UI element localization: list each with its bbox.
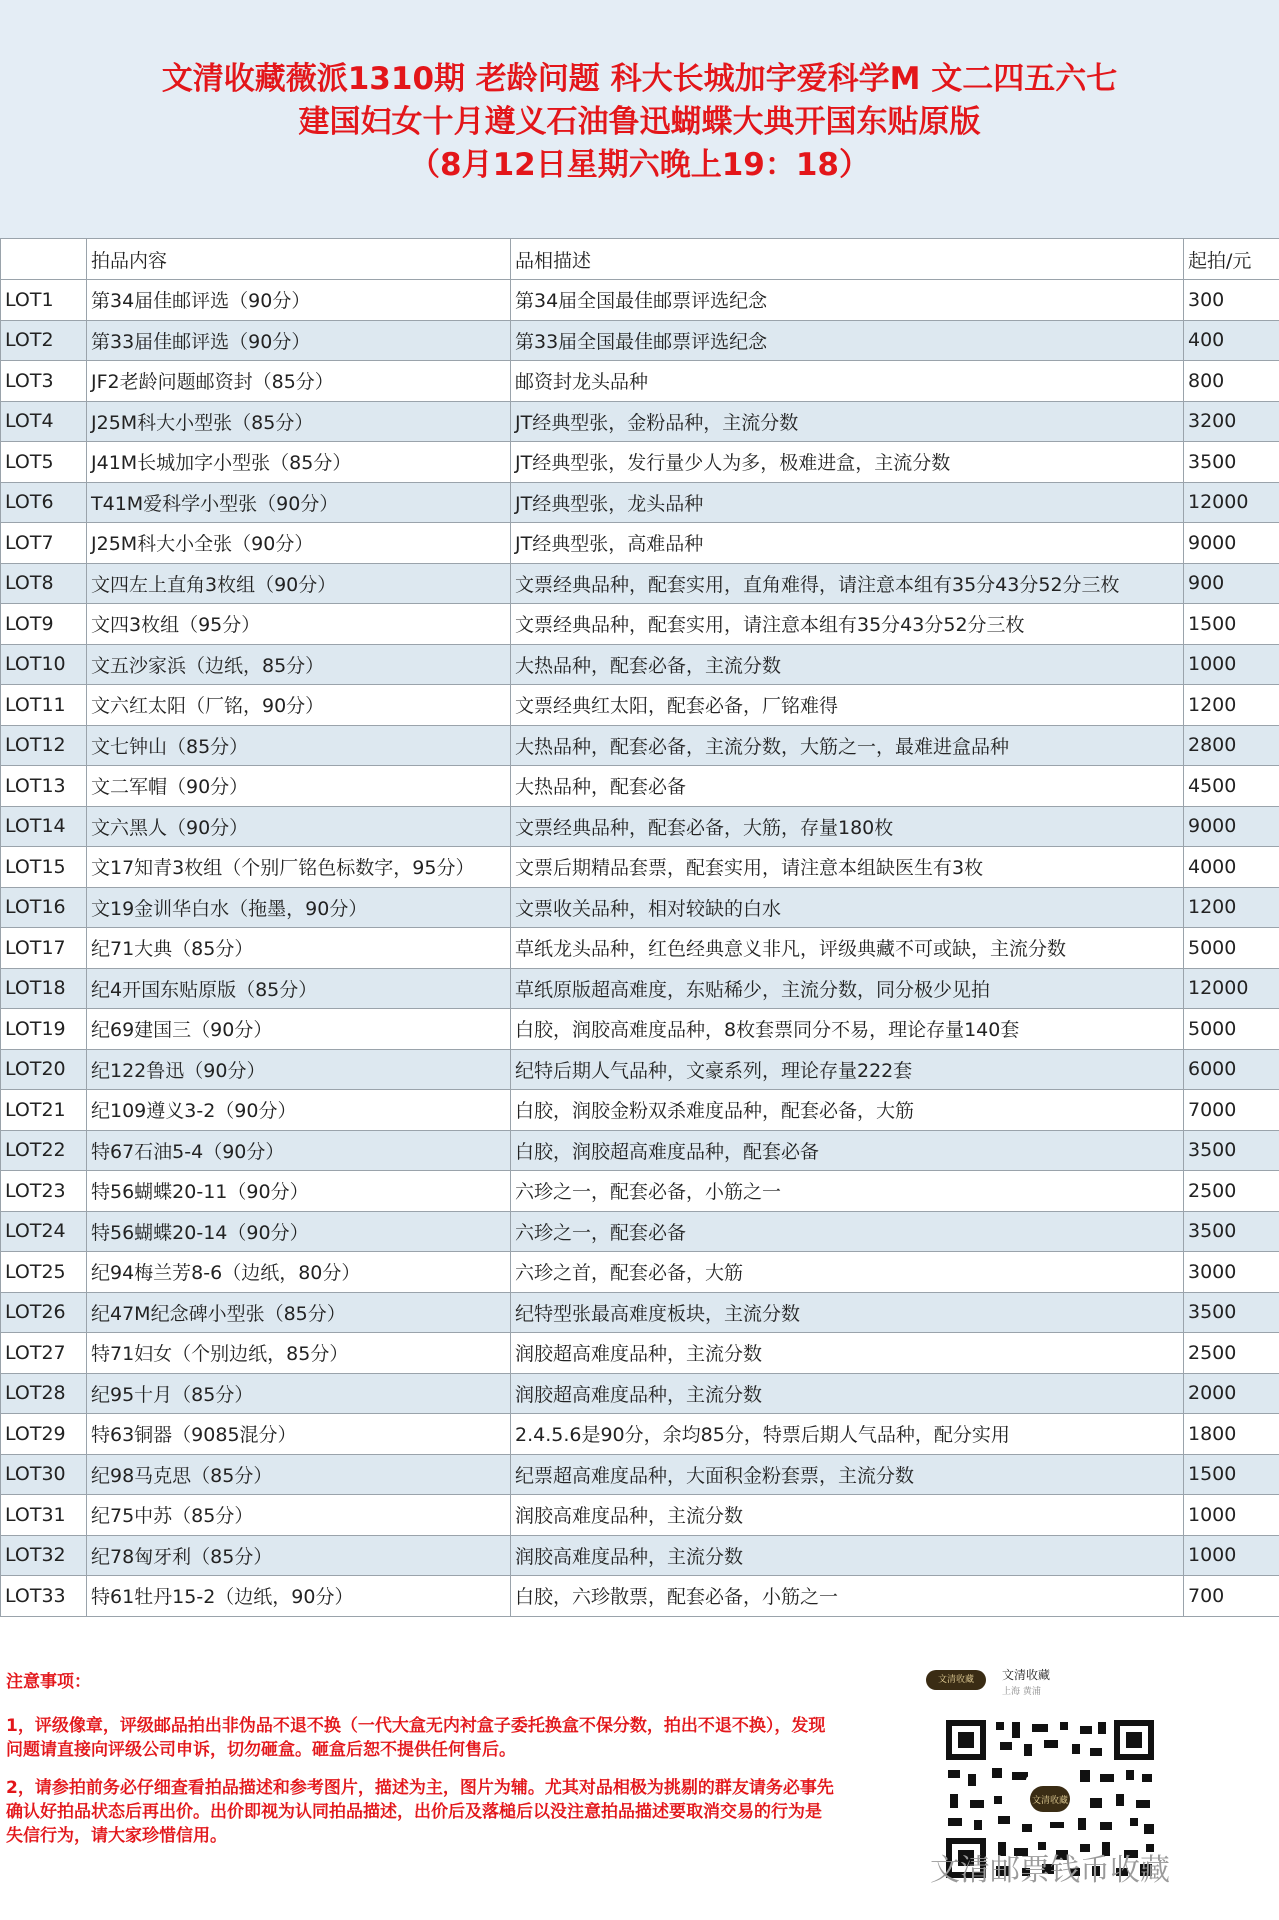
item-cell: 第34届佳邮评选（90分） (87, 280, 511, 321)
lot-cell: LOT12 (1, 725, 87, 766)
lot-cell: LOT29 (1, 1414, 87, 1455)
table-row (1, 766, 1279, 807)
table-row (1, 280, 1279, 321)
table-row (1, 1292, 1279, 1333)
item-cell: J25M科大小全张（90分） (87, 523, 511, 564)
table-header-row (1, 239, 1279, 280)
item-cell: 文七钟山（85分） (87, 725, 511, 766)
lot-table (0, 238, 1279, 1617)
desc-cell: 润胶超高难度品种，主流分数 (511, 1333, 1184, 1374)
lot-cell: LOT30 (1, 1454, 87, 1495)
table-row (1, 1211, 1279, 1252)
table-row (1, 1333, 1279, 1374)
desc-cell: 文票经典品种，配套必备，大筋，存量180枚 (511, 806, 1184, 847)
lot-cell: LOT14 (1, 806, 87, 847)
table-row (1, 1009, 1279, 1050)
table-row (1, 1576, 1279, 1617)
title-line-3: （8月12日星期六晚上19：18） (409, 147, 870, 183)
table-row (1, 1171, 1279, 1212)
price-cell: 4500 (1184, 766, 1279, 807)
price-cell: 700 (1184, 1576, 1279, 1617)
lot-cell: LOT9 (1, 604, 87, 645)
table-row (1, 968, 1279, 1009)
notes-heading: 注意事项： (6, 1672, 91, 1692)
lot-cell: LOT24 (1, 1211, 87, 1252)
desc-cell: 文票收关品种，相对较缺的白水 (511, 887, 1184, 928)
lot-cell: LOT2 (1, 320, 87, 361)
lot-cell: LOT23 (1, 1171, 87, 1212)
desc-cell: 大热品种，配套必备 (511, 766, 1184, 807)
header-banner (0, 0, 1279, 238)
table-row (1, 442, 1279, 483)
price-cell: 3500 (1184, 1292, 1279, 1333)
item-cell: 纪47M纪念碑小型张（85分） (87, 1292, 511, 1333)
price-cell: 800 (1184, 361, 1279, 402)
desc-cell: JT经典型张，金粉品种，主流分数 (511, 401, 1184, 442)
desc-cell: 2.4.5.6是90分，余均85分，特票后期人气品种，配分实用 (511, 1414, 1184, 1455)
price-cell: 1000 (1184, 1495, 1279, 1536)
desc-cell: 润胶超高难度品种，主流分数 (511, 1373, 1184, 1414)
item-cell: 纪78匈牙利（85分） (87, 1535, 511, 1576)
item-cell: 纪98马克思（85分） (87, 1454, 511, 1495)
item-cell: 纪75中苏（85分） (87, 1495, 511, 1536)
desc-cell: 白胶，六珍散票，配套必备，小筋之一 (511, 1576, 1184, 1617)
item-cell: 特56蝴蝶20-14（90分） (87, 1211, 511, 1252)
item-cell: JF2老龄问题邮资封（85分） (87, 361, 511, 402)
lot-cell: LOT3 (1, 361, 87, 402)
price-cell: 6000 (1184, 1049, 1279, 1090)
price-cell: 4000 (1184, 847, 1279, 888)
desc-cell: 第34届全国最佳邮票评选纪念 (511, 280, 1184, 321)
price-cell: 900 (1184, 563, 1279, 604)
desc-cell: 白胶，润胶高难度品种，8枚套票同分不易，理论存量140套 (511, 1009, 1184, 1050)
price-cell: 1500 (1184, 1454, 1279, 1495)
table-row (1, 361, 1279, 402)
price-cell: 2000 (1184, 1373, 1279, 1414)
table-row (1, 685, 1279, 726)
lot-cell: LOT8 (1, 563, 87, 604)
item-cell: 特67石油5-4（90分） (87, 1130, 511, 1171)
lot-cell: LOT7 (1, 523, 87, 564)
price-cell: 7000 (1184, 1090, 1279, 1131)
item-cell: 文六黑人（90分） (87, 806, 511, 847)
price-cell: 9000 (1184, 806, 1279, 847)
price-cell: 5000 (1184, 1009, 1279, 1050)
desc-cell: 白胶，润胶超高难度品种，配套必备 (511, 1130, 1184, 1171)
item-cell: 纪94梅兰芳8-6（边纸，80分） (87, 1252, 511, 1293)
table-row (1, 1373, 1279, 1414)
lot-cell: LOT20 (1, 1049, 87, 1090)
lot-cell: LOT10 (1, 644, 87, 685)
desc-cell: 润胶高难度品种，主流分数 (511, 1535, 1184, 1576)
lot-cell: LOT21 (1, 1090, 87, 1131)
item-cell: 纪69建国三（90分） (87, 1009, 511, 1050)
price-cell: 1000 (1184, 644, 1279, 685)
desc-cell: 文票后期精品套票，配套实用，请注意本组缺医生有3枚 (511, 847, 1184, 888)
item-cell: 特71妇女（个别边纸，85分） (87, 1333, 511, 1374)
item-cell: 文二军帽（90分） (87, 766, 511, 807)
column-header-price: 起拍/元 (1184, 239, 1279, 280)
desc-cell: 六珍之首，配套必备，大筋 (511, 1252, 1184, 1293)
table-row (1, 1535, 1279, 1576)
table-row (1, 320, 1279, 361)
desc-cell: 纪票超高难度品种，大面积金粉套票，主流分数 (511, 1454, 1184, 1495)
desc-cell: 草纸龙头品种，红色经典意义非凡，评级典藏不可或缺，主流分数 (511, 928, 1184, 969)
column-header-desc: 品相描述 (511, 239, 1184, 280)
desc-cell: 文票经典品种，配套实用，请注意本组有35分43分52分三枚 (511, 604, 1184, 645)
desc-cell: 纪特后期人气品种，文豪系列，理论存量222套 (511, 1049, 1184, 1090)
price-cell: 5000 (1184, 928, 1279, 969)
desc-cell: 润胶高难度品种，主流分数 (511, 1495, 1184, 1536)
price-cell: 2800 (1184, 725, 1279, 766)
item-cell: 纪95十月（85分） (87, 1373, 511, 1414)
desc-cell: 邮资封龙头品种 (511, 361, 1184, 402)
table-row (1, 887, 1279, 928)
table-row (1, 725, 1279, 766)
lot-cell: LOT6 (1, 482, 87, 523)
price-cell: 3200 (1184, 401, 1279, 442)
price-cell: 3500 (1184, 1130, 1279, 1171)
table-row (1, 604, 1279, 645)
qr-center-logo: 文清收藏 (1031, 1796, 1069, 1806)
lot-cell: LOT31 (1, 1495, 87, 1536)
item-cell: 第33届佳邮评选（90分） (87, 320, 511, 361)
desc-cell: 文票经典红太阳，配套必备，厂铭难得 (511, 685, 1184, 726)
desc-cell: JT经典型张，发行量少人为多，极难进盒，主流分数 (511, 442, 1184, 483)
item-cell: 特56蝴蝶20-11（90分） (87, 1171, 511, 1212)
item-cell: 特61牡丹15-2（边纸，90分） (87, 1576, 511, 1617)
item-cell: 文19金训华白水（拖墨，90分） (87, 887, 511, 928)
price-cell: 1800 (1184, 1414, 1279, 1455)
notes-section (6, 1670, 836, 1862)
item-cell: 纪122鲁迅（90分） (87, 1049, 511, 1090)
table-row (1, 1130, 1279, 1171)
lot-cell: LOT18 (1, 968, 87, 1009)
item-cell: 文六红太阳（厂铭，90分） (87, 685, 511, 726)
lot-cell: LOT16 (1, 887, 87, 928)
item-cell: T41M爱科学小型张（90分） (87, 482, 511, 523)
item-cell: 纪109遵义3-2（90分） (87, 1090, 511, 1131)
lot-cell: LOT26 (1, 1292, 87, 1333)
item-cell: J25M科大小型张（85分） (87, 401, 511, 442)
table-row (1, 482, 1279, 523)
item-cell: 特63铜器（9085混分） (87, 1414, 511, 1455)
table-row (1, 523, 1279, 564)
item-cell: 纪4开国东贴原版（85分） (87, 968, 511, 1009)
lot-cell: LOT1 (1, 280, 87, 321)
price-cell: 1000 (1184, 1535, 1279, 1576)
table-row (1, 806, 1279, 847)
lot-cell: LOT22 (1, 1130, 87, 1171)
table-row (1, 847, 1279, 888)
item-cell: 文四3枚组（95分） (87, 604, 511, 645)
title-line-1: 文清收藏薇派1310期 老龄问题 科大长城加字爱科学M 文二四五六七 (161, 61, 1118, 97)
table-row (1, 1252, 1279, 1293)
lot-cell: LOT13 (1, 766, 87, 807)
table-row (1, 644, 1279, 685)
desc-cell: 大热品种，配套必备，主流分数，大筋之一，最难进盒品种 (511, 725, 1184, 766)
desc-cell: 白胶，润胶金粉双杀难度品种，配套必备，大筋 (511, 1090, 1184, 1131)
lot-cell: LOT25 (1, 1252, 87, 1293)
price-cell: 3500 (1184, 442, 1279, 483)
lot-cell: LOT19 (1, 1009, 87, 1050)
table-row (1, 1090, 1279, 1131)
desc-cell: 草纸原版超高难度，东贴稀少，主流分数，同分极少见拍 (511, 968, 1184, 1009)
price-cell: 1200 (1184, 685, 1279, 726)
watermark-text: 文清邮票钱币收藏 (930, 1853, 1170, 1888)
price-cell: 12000 (1184, 968, 1279, 1009)
account-logo: 文清收藏 (926, 1670, 986, 1690)
desc-cell: JT经典型张，龙头品种 (511, 482, 1184, 523)
desc-cell: 纪特型张最高难度板块，主流分数 (511, 1292, 1184, 1333)
price-cell: 400 (1184, 320, 1279, 361)
item-cell: 文五沙家浜（边纸，85分） (87, 644, 511, 685)
table-row (1, 1495, 1279, 1536)
price-cell: 12000 (1184, 482, 1279, 523)
item-cell: 文四左上直角3枚组（90分） (87, 563, 511, 604)
lot-cell: LOT27 (1, 1333, 87, 1374)
lot-cell: LOT15 (1, 847, 87, 888)
table-row (1, 1414, 1279, 1455)
lot-cell: LOT11 (1, 685, 87, 726)
price-cell: 1500 (1184, 604, 1279, 645)
desc-cell: 六珍之一，配套必备 (511, 1211, 1184, 1252)
account-name: 文清收藏 (1002, 1668, 1051, 1682)
price-cell: 2500 (1184, 1333, 1279, 1374)
account-location: 上海 黄浦 (1002, 1687, 1041, 1697)
lot-cell: LOT28 (1, 1373, 87, 1414)
table-row (1, 401, 1279, 442)
title-line-2: 建国妇女十月遵义石油鲁迅蝴蝶大典开国东贴原版 (298, 104, 981, 140)
desc-cell: JT经典型张，高难品种 (511, 523, 1184, 564)
lot-cell: LOT33 (1, 1576, 87, 1617)
lot-table-body (1, 280, 1279, 1617)
lot-cell: LOT32 (1, 1535, 87, 1576)
table-row (1, 1454, 1279, 1495)
item-cell: 文17知青3枚组（个别厂铭色标数字，95分） (87, 847, 511, 888)
lot-cell: LOT17 (1, 928, 87, 969)
desc-cell: 第33届全国最佳邮票评选纪念 (511, 320, 1184, 361)
lot-cell: LOT4 (1, 401, 87, 442)
notes-item-2: 2，请参拍前务必仔细查看拍品描述和参考图片，描述为主，图片为辅。尤其对品相极为挑剔的群友请务必事先确认好拍品状态后再出价。出价即视为认同拍品描述，出价后及落槌后以没注意拍品描述要取消交易的行为是失信行为，请大家珍惜信用。 (6, 1778, 834, 1846)
column-header-item: 拍品内容 (87, 239, 511, 280)
table-row (1, 928, 1279, 969)
desc-cell: 六珍之一，配套必备，小筋之一 (511, 1171, 1184, 1212)
price-cell: 3500 (1184, 1211, 1279, 1252)
price-cell: 300 (1184, 280, 1279, 321)
lot-cell: LOT5 (1, 442, 87, 483)
item-cell: J41M长城加字小型张（85分） (87, 442, 511, 483)
desc-cell: 文票经典品种，配套实用，直角难得，请注意本组有35分43分52分三枚 (511, 563, 1184, 604)
price-cell: 2500 (1184, 1171, 1279, 1212)
price-cell: 3000 (1184, 1252, 1279, 1293)
desc-cell: 大热品种，配套必备，主流分数 (511, 644, 1184, 685)
price-cell: 1200 (1184, 887, 1279, 928)
table-row (1, 1049, 1279, 1090)
price-cell: 9000 (1184, 523, 1279, 564)
item-cell: 纪71大典（85分） (87, 928, 511, 969)
column-header-lot (1, 239, 87, 280)
table-row (1, 563, 1279, 604)
notes-item-1: 1，评级像章，评级邮品拍出非伪品不退不换（一代大盒无内衬盒子委托换盒不保分数，拍出不退不换），发现问题请直接向评级公司申诉，切勿砸盒。砸盒后恕不提供任何售后。 (6, 1716, 826, 1760)
